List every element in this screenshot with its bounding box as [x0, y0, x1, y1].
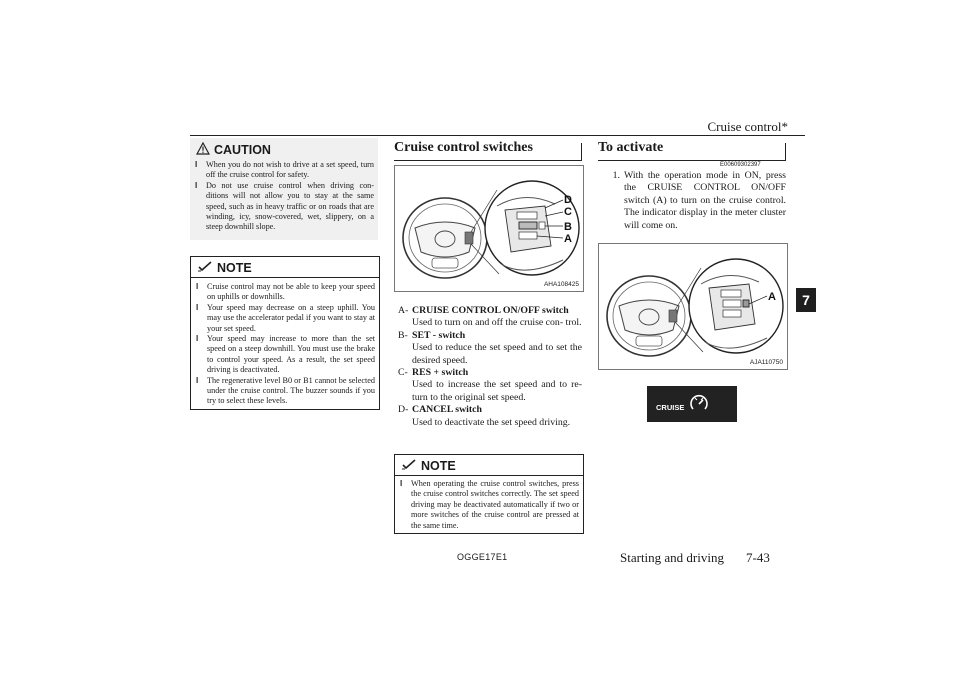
caution-header: [196, 142, 378, 158]
activate-steps: [598, 170, 786, 232]
note-header: [191, 257, 379, 278]
item-name: SET - switch: [412, 329, 466, 341]
figure-id: AHA108425: [543, 281, 579, 288]
warning-triangle-icon: [196, 142, 210, 158]
page-number: 7-43: [746, 550, 770, 565]
list-item: [398, 404, 582, 429]
steering-wheel-illustration: [395, 166, 583, 291]
reference-code: E00609302397: [720, 162, 761, 168]
list-item: [598, 170, 786, 232]
heading-rule: [598, 160, 786, 161]
section-name: Starting and driving: [620, 550, 724, 565]
note-title: NOTE: [217, 260, 252, 275]
callout-label: A: [768, 291, 776, 303]
speedometer-icon: [689, 394, 709, 419]
caution-box: [190, 138, 378, 240]
list-item: [398, 330, 582, 367]
section-heading: To activate: [598, 140, 664, 155]
steering-wheel-illustration: [599, 244, 787, 369]
item-desc: Used to reduce the set speed and to set the desired speed.: [412, 342, 582, 366]
step-text: With the operation mode in ON, press the CRUISE CONTROL ON/OFF switch (A) to turn on the cruise control. The indicator display in the meter cluster will come on.: [624, 170, 786, 231]
callout-label: A: [564, 233, 572, 245]
pencil-icon: [401, 458, 417, 473]
item-letter: A-: [398, 305, 409, 316]
activate-figure: [598, 243, 788, 370]
item-name: RES + switch: [412, 367, 469, 379]
note-list: [191, 282, 379, 407]
note-list: [395, 479, 583, 531]
note-box: [190, 256, 380, 410]
item-desc: Used to deactivate the set speed driving.: [412, 416, 571, 428]
pencil-icon: [197, 260, 213, 275]
list-item: [398, 367, 582, 404]
list-item: l When operating the cruise control switches, press the cruise control switches correctly. The set speed driving may be deactivated automatically if two or more switches of the cruise control are pressed at the same time.: [400, 479, 579, 531]
switch-figure: [394, 165, 584, 292]
callout-label: C: [564, 206, 572, 218]
list-item: l Do not use cruise control when driving con- ditions will not allow you to stay at the same speed, such as in heavy traffic or on roads that are winding, icy, snow-covered, wet, slippery, on a steep downhill slope.: [195, 181, 374, 233]
item-letter: B-: [398, 329, 408, 341]
item-letter: C-: [398, 367, 408, 379]
chapter-tab: 7: [796, 288, 816, 312]
callout-label: B: [564, 221, 572, 233]
section-heading: Cruise control switches: [394, 140, 533, 155]
figure-id: AJA110750: [749, 359, 783, 366]
list-item: [398, 305, 582, 330]
step-number: 1.: [612, 170, 620, 181]
indicator-label: CRUISE: [656, 403, 685, 412]
note-box: [394, 454, 584, 534]
item-letter: D-: [398, 404, 409, 416]
heading-rule-tick: [581, 143, 582, 160]
header-rule: [190, 135, 805, 136]
document-code: OGGE17E1: [457, 552, 508, 562]
page-footer: [620, 550, 770, 566]
caution-title: CAUTION: [214, 143, 271, 157]
running-header-title: Cruise control*: [707, 119, 788, 134]
note-title: NOTE: [421, 458, 456, 473]
item-desc: Used to increase the set speed and to re- turn to the original set speed.: [412, 379, 582, 403]
heading-rule-tick: [785, 143, 786, 160]
list-item: l Your speed may decrease on a steep uphill. You may use the accelerator pedal if you want to stay at your set speed.: [196, 303, 375, 334]
item-name: CRUISE CONTROL ON/OFF switch: [412, 305, 569, 316]
item-name: CANCEL switch: [412, 404, 482, 416]
heading-rule: [394, 160, 582, 161]
list-item: l When you do not wish to drive at a set speed, turn off the cruise control for safety.: [195, 160, 374, 181]
callout-label: D: [564, 194, 572, 206]
cruise-indicator-display: [647, 386, 737, 422]
note-header: [395, 455, 583, 476]
list-item: l The regenerative level B0 or B1 cannot be selected under the cruise control. The buzzer sounds if you try to select these levels.: [196, 376, 375, 407]
caution-list: [190, 160, 378, 233]
switch-descriptions: [398, 305, 582, 429]
list-item: l Cruise control may not be able to keep your speed on uphills or downhills.: [196, 282, 375, 303]
list-item: l Your speed may increase to more than the set speed on a steep downhill. You must use the brake to control your speed. As a result, the set speed driving is deactivated.: [196, 334, 375, 376]
item-desc: Used to turn on and off the cruise con- trol.: [412, 317, 582, 329]
